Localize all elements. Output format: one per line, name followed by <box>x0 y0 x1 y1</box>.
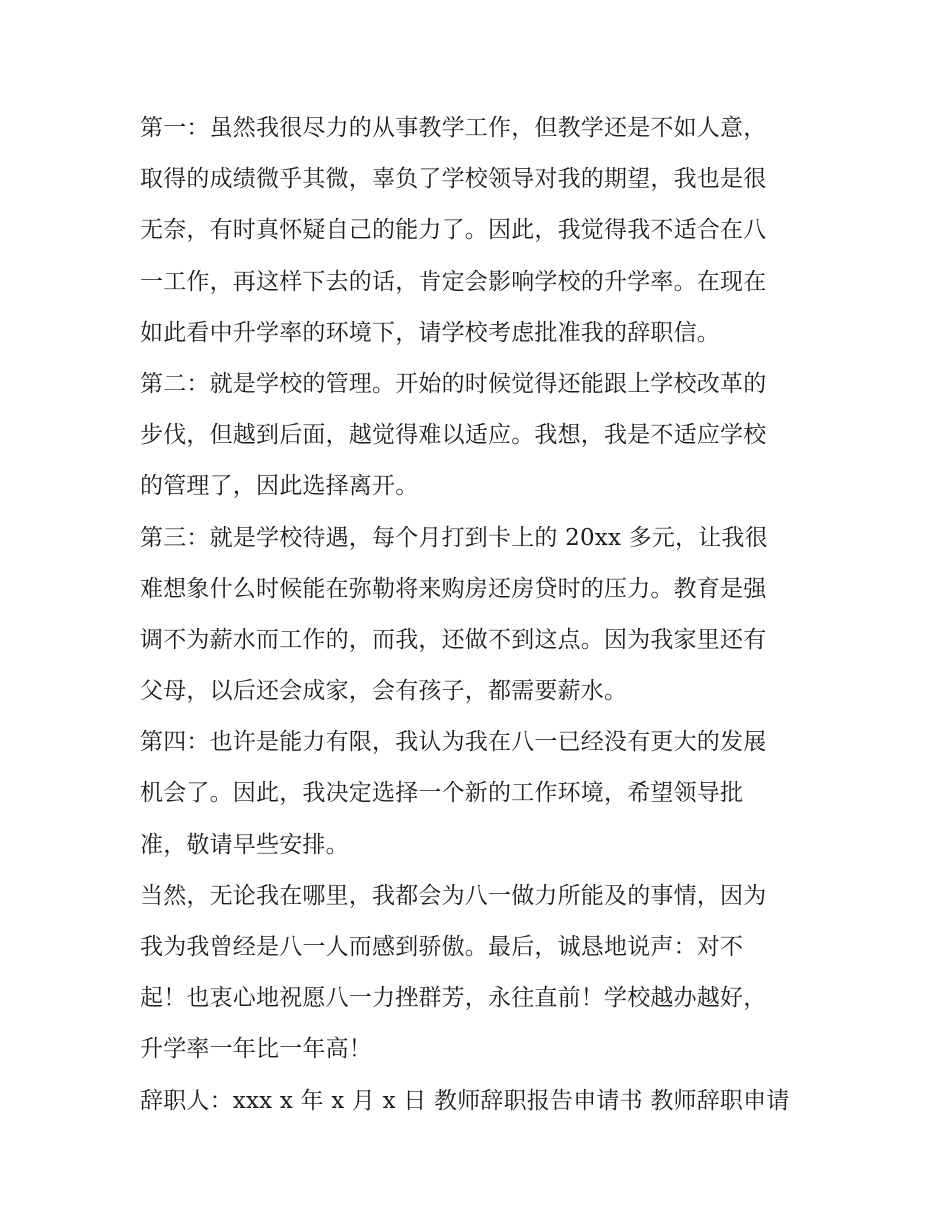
text-line: 调不为薪水而工作的，而我，还做不到这点。因为我家里还有 <box>140 626 767 653</box>
text-line: 起！也衷心地祝愿八一力挫群芳，永往直前！学校越办越好， <box>140 985 767 1012</box>
text-line: 取得的成绩微乎其微，辜负了学校领导对我的期望，我也是很 <box>140 166 767 193</box>
text-line: 第一：虽然我很尽力的从事教学工作，但教学还是不如人意， <box>140 115 767 141</box>
text-line: 步伐，但越到后面，越觉得难以适应。我想，我是不适应学校 <box>140 422 767 449</box>
text-line: 难想象什么时候能在弥勒将来购房还房贷时的压力。教育是强 <box>140 575 767 602</box>
text-line: 如此看中升学率的环境下，请学校考虑批准我的辞职信。 <box>140 319 720 346</box>
text-line: 我为我曾经是八一人而感到骄傲。最后，诚恳地说声：对不 <box>140 934 744 960</box>
text-line: 的管理了，因此选择离开。 <box>140 473 419 500</box>
text-line: 一工作，再这样下去的话，肯定会影响学校的升学率。在现在 <box>140 268 767 295</box>
text-line: 父母，以后还会成家，会有孩子，都需要薪水。 <box>140 678 628 705</box>
document-body <box>140 103 820 1127</box>
signature-line: 辞职人：xxx x 年 x 月 x 日 教师辞职报告申请书 教师辞职申请 <box>140 1087 790 1114</box>
text-line: 机会了。因此，我决定选择一个新的工作环境，希望领导批 <box>140 780 744 807</box>
text-line: 无奈，有时真怀疑自己的能力了。因此，我觉得我不适合在八 <box>140 217 767 244</box>
text-line: 第四：也许是能力有限，我认为我在八一已经没有更大的发展 <box>140 729 767 756</box>
text-line: 当然，无论我在哪里，我都会为八一做力所能及的事情，因为 <box>140 882 767 909</box>
text-line: 准，敬请早些安排。 <box>140 831 349 858</box>
text-line: 第三：就是学校待遇，每个月打到卡上的 20xx 多元，让我很 <box>140 524 768 551</box>
text-line: 第二：就是学校的管理。开始的时候觉得还能跟上学校改革的 <box>140 370 767 397</box>
text-line: 升学率一年比一年高！ <box>140 1036 372 1063</box>
